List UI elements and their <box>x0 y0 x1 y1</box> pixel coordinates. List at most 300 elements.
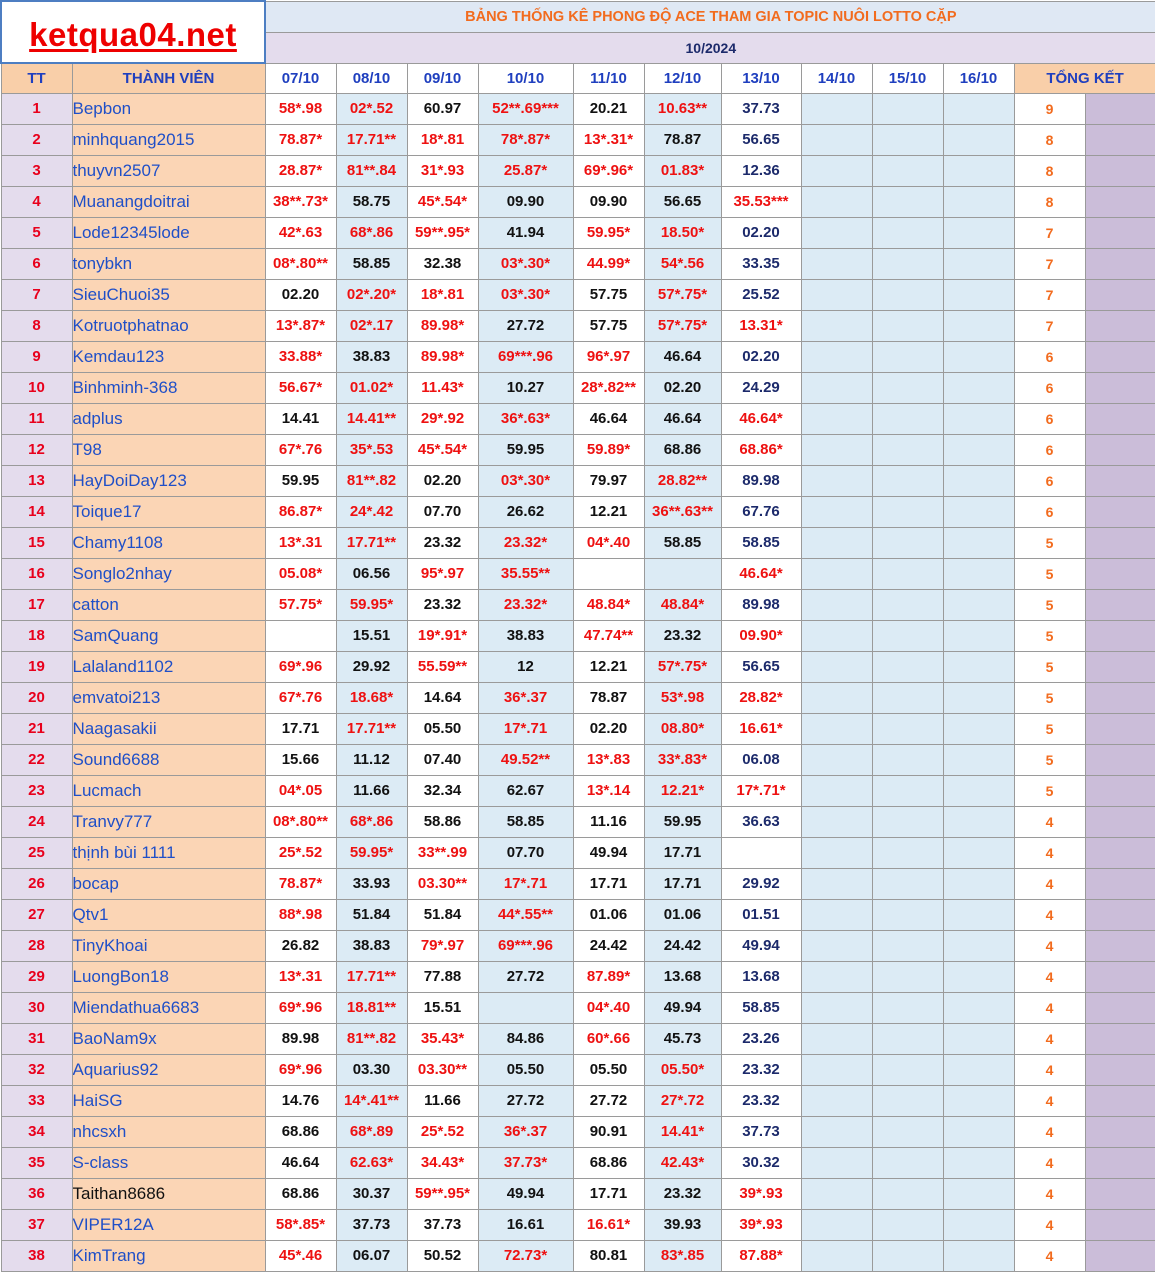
row-number: 31 <box>1 1023 72 1054</box>
result-cell: 19*.91* <box>407 620 478 651</box>
result-cell: 03.30 <box>336 1054 407 1085</box>
result-cell <box>943 1054 1014 1085</box>
result-cell: 69*.96 <box>265 992 336 1023</box>
result-cell: 13*.31 <box>265 527 336 558</box>
result-cell: 78*.87* <box>478 124 573 155</box>
table-row <box>1 1116 1155 1147</box>
result-cell <box>801 837 872 868</box>
result-cell <box>801 775 872 806</box>
row-number: 37 <box>1 1209 72 1240</box>
result-cell <box>801 248 872 279</box>
result-cell <box>872 589 943 620</box>
result-cell: 78.87* <box>265 124 336 155</box>
result-cell <box>801 992 872 1023</box>
result-cell: 29.92 <box>336 651 407 682</box>
result-cell <box>872 496 943 527</box>
result-cell <box>943 527 1014 558</box>
result-cell: 59.95 <box>644 806 721 837</box>
total-score: 4 <box>1014 837 1085 868</box>
total-extra-cell <box>1085 837 1155 868</box>
result-cell <box>943 558 1014 589</box>
result-cell: 18.68* <box>336 682 407 713</box>
total-score: 4 <box>1014 806 1085 837</box>
result-cell <box>872 124 943 155</box>
result-cell <box>943 806 1014 837</box>
result-cell: 68*.86 <box>336 217 407 248</box>
result-cell: 14.41 <box>265 403 336 434</box>
total-score: 4 <box>1014 930 1085 961</box>
result-cell <box>872 868 943 899</box>
result-cell <box>801 1240 872 1271</box>
result-cell: 51.84 <box>407 899 478 930</box>
result-cell: 05.50 <box>478 1054 573 1085</box>
result-cell: 02.20 <box>721 341 801 372</box>
result-cell: 10.63** <box>644 93 721 124</box>
result-cell <box>801 372 872 403</box>
result-cell <box>943 186 1014 217</box>
result-cell: 81**.84 <box>336 155 407 186</box>
result-cell: 45*.46 <box>265 1240 336 1271</box>
result-cell: 77.88 <box>407 961 478 992</box>
member-name[interactable]: TinyKhoai <box>72 930 265 961</box>
result-cell: 49.94 <box>573 837 644 868</box>
total-extra-cell <box>1085 558 1155 589</box>
result-cell: 36.63 <box>721 806 801 837</box>
result-cell: 46.64 <box>644 403 721 434</box>
member-name[interactable]: VIPER12A <box>72 1209 265 1240</box>
result-cell: 78.87 <box>573 682 644 713</box>
result-cell <box>943 930 1014 961</box>
result-cell: 27.72 <box>478 310 573 341</box>
table-row <box>1 527 1155 558</box>
result-cell: 13*.31 <box>265 961 336 992</box>
result-cell <box>872 310 943 341</box>
result-cell: 35.43* <box>407 1023 478 1054</box>
result-cell: 38.83 <box>336 341 407 372</box>
result-cell <box>872 186 943 217</box>
member-name[interactable]: Aquarius92 <box>72 1054 265 1085</box>
table-row <box>1 837 1155 868</box>
result-cell: 05.50 <box>573 1054 644 1085</box>
result-cell: 14.41* <box>644 1116 721 1147</box>
table-row <box>1 961 1155 992</box>
result-cell: 09.90 <box>478 186 573 217</box>
member-name[interactable]: thịnh bùi 1111 <box>72 837 265 868</box>
result-cell: 37.73 <box>336 1209 407 1240</box>
result-cell <box>872 403 943 434</box>
member-name[interactable]: Kemdau123 <box>72 341 265 372</box>
total-score: 4 <box>1014 1054 1085 1085</box>
result-cell: 72.73* <box>478 1240 573 1271</box>
total-score: 4 <box>1014 1116 1085 1147</box>
result-cell <box>943 217 1014 248</box>
result-cell: 69*.96* <box>573 155 644 186</box>
result-cell <box>872 1209 943 1240</box>
member-name[interactable]: HayDoiDay123 <box>72 465 265 496</box>
result-cell: 02.20 <box>407 465 478 496</box>
total-score: 5 <box>1014 713 1085 744</box>
table-row <box>1 1178 1155 1209</box>
result-cell <box>943 434 1014 465</box>
result-cell: 67*.76 <box>265 434 336 465</box>
table-row <box>1 775 1155 806</box>
table-row <box>1 310 1155 341</box>
site-logo[interactable] <box>1 1 265 63</box>
row-number: 27 <box>1 899 72 930</box>
result-cell <box>872 279 943 310</box>
result-cell: 47.74** <box>573 620 644 651</box>
result-cell: 14.64 <box>407 682 478 713</box>
total-score: 9 <box>1014 93 1085 124</box>
row-number: 2 <box>1 124 72 155</box>
row-number: 21 <box>1 713 72 744</box>
table-row <box>1 589 1155 620</box>
row-number: 32 <box>1 1054 72 1085</box>
member-name[interactable]: Kotruotphatnao <box>72 310 265 341</box>
row-number: 19 <box>1 651 72 682</box>
row-number: 28 <box>1 930 72 961</box>
table-row <box>1 217 1155 248</box>
result-cell <box>801 496 872 527</box>
table-row <box>1 1209 1155 1240</box>
member-name[interactable]: nhcsxh <box>72 1116 265 1147</box>
row-number: 7 <box>1 279 72 310</box>
result-cell <box>872 558 943 589</box>
total-score: 8 <box>1014 155 1085 186</box>
result-cell: 80.81 <box>573 1240 644 1271</box>
result-cell: 32.34 <box>407 775 478 806</box>
result-cell: 49.94 <box>721 930 801 961</box>
row-number: 18 <box>1 620 72 651</box>
member-name[interactable]: Tranvy777 <box>72 806 265 837</box>
result-cell: 58.85 <box>721 992 801 1023</box>
result-cell: 03.30** <box>407 1054 478 1085</box>
result-cell: 38.83 <box>336 930 407 961</box>
result-cell: 23.32 <box>407 527 478 558</box>
table-row <box>1 1085 1155 1116</box>
result-cell: 68.86 <box>265 1116 336 1147</box>
result-cell <box>801 1178 872 1209</box>
table-row <box>1 1023 1155 1054</box>
result-cell: 42*.63 <box>265 217 336 248</box>
result-cell: 25*.52 <box>265 837 336 868</box>
row-number: 10 <box>1 372 72 403</box>
total-extra-cell <box>1085 465 1155 496</box>
result-cell: 55.59** <box>407 651 478 682</box>
result-cell: 23.32 <box>721 1085 801 1116</box>
total-score: 4 <box>1014 1209 1085 1240</box>
total-score: 4 <box>1014 1240 1085 1271</box>
result-cell: 62.63* <box>336 1147 407 1178</box>
member-name[interactable]: Sound6688 <box>72 744 265 775</box>
total-score: 6 <box>1014 341 1085 372</box>
result-cell: 23.32* <box>478 527 573 558</box>
result-cell: 60.97 <box>407 93 478 124</box>
result-cell: 25*.52 <box>407 1116 478 1147</box>
member-name[interactable]: LuongBon18 <box>72 961 265 992</box>
row-number: 16 <box>1 558 72 589</box>
result-cell: 45.73 <box>644 1023 721 1054</box>
member-name[interactable]: Miendathua6683 <box>72 992 265 1023</box>
result-cell <box>872 1085 943 1116</box>
total-extra-cell <box>1085 279 1155 310</box>
result-cell: 09.90* <box>721 620 801 651</box>
result-cell: 46.64 <box>573 403 644 434</box>
result-cell <box>943 1240 1014 1271</box>
result-cell: 58*.85* <box>265 1209 336 1240</box>
result-cell: 02*.52 <box>336 93 407 124</box>
result-cell: 89.98* <box>407 341 478 372</box>
result-cell: 27*.72 <box>644 1085 721 1116</box>
result-cell: 56.65 <box>721 651 801 682</box>
result-cell: 33.35 <box>721 248 801 279</box>
member-name[interactable]: Muanangdoitrai <box>72 186 265 217</box>
table-row <box>1 868 1155 899</box>
result-cell: 27.72 <box>478 961 573 992</box>
member-name[interactable]: emvatoi213 <box>72 682 265 713</box>
result-cell: 17*.71 <box>478 713 573 744</box>
result-cell <box>478 992 573 1023</box>
result-cell: 36*.37 <box>478 682 573 713</box>
total-score: 7 <box>1014 248 1085 279</box>
result-cell: 28.87* <box>265 155 336 186</box>
member-name[interactable]: HaiSG <box>72 1085 265 1116</box>
member-name[interactable]: thuyvn2507 <box>72 155 265 186</box>
result-cell <box>943 93 1014 124</box>
member-name[interactable]: Naagasakii <box>72 713 265 744</box>
total-score: 7 <box>1014 310 1085 341</box>
total-extra-cell <box>1085 589 1155 620</box>
row-number: 30 <box>1 992 72 1023</box>
total-extra-cell <box>1085 434 1155 465</box>
column-header-date: 14/10 <box>801 63 872 93</box>
result-cell <box>801 899 872 930</box>
result-cell: 68.86 <box>644 434 721 465</box>
table-row <box>1 806 1155 837</box>
result-cell: 18.50* <box>644 217 721 248</box>
result-cell: 12.21 <box>573 496 644 527</box>
result-cell <box>801 217 872 248</box>
result-cell: 89.98 <box>721 465 801 496</box>
result-cell: 23.32 <box>721 1054 801 1085</box>
result-cell: 26.82 <box>265 930 336 961</box>
member-name[interactable]: SieuChuoi35 <box>72 279 265 310</box>
result-cell: 28*.82** <box>573 372 644 403</box>
result-cell: 88*.98 <box>265 899 336 930</box>
member-name[interactable]: KimTrang <box>72 1240 265 1271</box>
result-cell: 62.67 <box>478 775 573 806</box>
row-number: 15 <box>1 527 72 558</box>
result-cell: 69*.96 <box>265 651 336 682</box>
result-cell: 39*.93 <box>721 1209 801 1240</box>
result-cell: 37.73* <box>478 1147 573 1178</box>
result-cell: 68.86 <box>265 1178 336 1209</box>
row-number: 8 <box>1 310 72 341</box>
result-cell: 20.21 <box>573 93 644 124</box>
member-name[interactable]: bocap <box>72 868 265 899</box>
column-header-date: 16/10 <box>943 63 1014 93</box>
row-number: 23 <box>1 775 72 806</box>
result-cell: 13*.14 <box>573 775 644 806</box>
total-score: 5 <box>1014 775 1085 806</box>
member-name[interactable]: tonybkn <box>72 248 265 279</box>
result-cell <box>943 744 1014 775</box>
member-name[interactable]: catton <box>72 589 265 620</box>
member-name[interactable]: Songlo2nhay <box>72 558 265 589</box>
result-cell: 27.72 <box>478 1085 573 1116</box>
column-header-date: 15/10 <box>872 63 943 93</box>
result-cell: 02.20 <box>644 372 721 403</box>
table-row <box>1 1240 1155 1271</box>
result-cell: 44.99* <box>573 248 644 279</box>
result-cell: 08*.80** <box>265 806 336 837</box>
total-score: 4 <box>1014 899 1085 930</box>
table-row <box>1 434 1155 465</box>
total-extra-cell <box>1085 651 1155 682</box>
total-extra-cell <box>1085 1116 1155 1147</box>
result-cell: 13*.83 <box>573 744 644 775</box>
table-row <box>1 930 1155 961</box>
result-cell <box>943 403 1014 434</box>
result-cell: 11.66 <box>407 1085 478 1116</box>
member-name[interactable]: Lucmach <box>72 775 265 806</box>
result-cell: 37.73 <box>721 1116 801 1147</box>
total-extra-cell <box>1085 806 1155 837</box>
result-cell <box>801 620 872 651</box>
result-cell: 17.71** <box>336 527 407 558</box>
member-name[interactable]: BaoNam9x <box>72 1023 265 1054</box>
result-cell: 07.70 <box>478 837 573 868</box>
result-cell <box>872 620 943 651</box>
result-cell <box>801 1209 872 1240</box>
total-extra-cell <box>1085 124 1155 155</box>
result-cell: 58.86 <box>407 806 478 837</box>
result-cell <box>943 465 1014 496</box>
result-cell: 46.64* <box>721 558 801 589</box>
member-name[interactable]: SamQuang <box>72 620 265 651</box>
table-row <box>1 248 1155 279</box>
total-extra-cell <box>1085 496 1155 527</box>
member-name[interactable]: adplus <box>72 403 265 434</box>
total-extra-cell <box>1085 1178 1155 1209</box>
result-cell <box>872 248 943 279</box>
result-cell: 03.30** <box>407 868 478 899</box>
result-cell: 79.97 <box>573 465 644 496</box>
total-extra-cell <box>1085 403 1155 434</box>
member-name[interactable]: minhquang2015 <box>72 124 265 155</box>
row-number: 38 <box>1 1240 72 1271</box>
table-row <box>1 1054 1155 1085</box>
result-cell: 33**.99 <box>407 837 478 868</box>
result-cell: 03*.30* <box>478 465 573 496</box>
total-score: 6 <box>1014 372 1085 403</box>
result-cell: 24*.42 <box>336 496 407 527</box>
result-cell: 08*.80** <box>265 248 336 279</box>
total-score: 5 <box>1014 589 1085 620</box>
result-cell: 69***.96 <box>478 341 573 372</box>
result-cell: 16.61* <box>721 713 801 744</box>
result-cell <box>943 1085 1014 1116</box>
result-cell <box>801 1023 872 1054</box>
member-name[interactable]: T98 <box>72 434 265 465</box>
member-name[interactable]: Taithan8686 <box>72 1178 265 1209</box>
result-cell: 12.21 <box>573 651 644 682</box>
result-cell: 05.08* <box>265 558 336 589</box>
table-row <box>1 279 1155 310</box>
result-cell: 04*.05 <box>265 775 336 806</box>
result-cell: 14.76 <box>265 1085 336 1116</box>
total-extra-cell <box>1085 527 1155 558</box>
result-cell <box>801 682 872 713</box>
row-number: 29 <box>1 961 72 992</box>
result-cell <box>872 217 943 248</box>
result-cell <box>943 1209 1014 1240</box>
result-cell: 17.71 <box>573 868 644 899</box>
site-logo-text[interactable]: ketqua04.net <box>29 16 237 53</box>
table-row <box>1 186 1155 217</box>
result-cell <box>801 1147 872 1178</box>
result-cell: 17.71** <box>336 961 407 992</box>
column-header-row <box>1 63 1155 93</box>
result-cell: 58.85 <box>336 248 407 279</box>
total-extra-cell <box>1085 992 1155 1023</box>
result-cell: 42.43* <box>644 1147 721 1178</box>
member-name[interactable]: Qtv1 <box>72 899 265 930</box>
result-cell <box>644 558 721 589</box>
result-cell: 69***.96 <box>478 930 573 961</box>
result-cell: 58*.98 <box>265 93 336 124</box>
result-cell: 12 <box>478 651 573 682</box>
result-cell: 24.42 <box>573 930 644 961</box>
result-cell: 35*.53 <box>336 434 407 465</box>
member-name[interactable]: Chamy1108 <box>72 527 265 558</box>
result-cell: 17.71 <box>644 868 721 899</box>
member-name[interactable]: S-class <box>72 1147 265 1178</box>
result-cell: 23.32* <box>478 589 573 620</box>
result-cell: 23.32 <box>407 589 478 620</box>
result-cell <box>801 806 872 837</box>
column-header-date: 11/10 <box>573 63 644 93</box>
result-cell: 46.64 <box>265 1147 336 1178</box>
total-extra-cell <box>1085 930 1155 961</box>
member-name[interactable]: Lode12345lode <box>72 217 265 248</box>
member-name[interactable]: Bepbon <box>72 93 265 124</box>
result-cell: 59.95* <box>336 589 407 620</box>
column-header-date: 07/10 <box>265 63 336 93</box>
result-cell <box>872 713 943 744</box>
result-cell: 57*.75* <box>644 310 721 341</box>
result-cell: 87.88* <box>721 1240 801 1271</box>
result-cell: 89.98* <box>407 310 478 341</box>
result-cell: 12.21* <box>644 775 721 806</box>
result-cell: 24.42 <box>644 930 721 961</box>
result-cell: 02*.20* <box>336 279 407 310</box>
result-cell <box>943 1178 1014 1209</box>
result-cell: 26.62 <box>478 496 573 527</box>
result-cell: 31*.93 <box>407 155 478 186</box>
result-cell <box>943 1023 1014 1054</box>
row-number: 34 <box>1 1116 72 1147</box>
member-name[interactable]: Lalaland1102 <box>72 651 265 682</box>
member-name[interactable]: Toique17 <box>72 496 265 527</box>
total-extra-cell <box>1085 217 1155 248</box>
member-name[interactable]: Binhminh-368 <box>72 372 265 403</box>
result-cell: 58.85 <box>721 527 801 558</box>
result-cell <box>943 961 1014 992</box>
result-cell <box>801 341 872 372</box>
result-cell <box>943 496 1014 527</box>
result-cell: 52**.69*** <box>478 93 573 124</box>
